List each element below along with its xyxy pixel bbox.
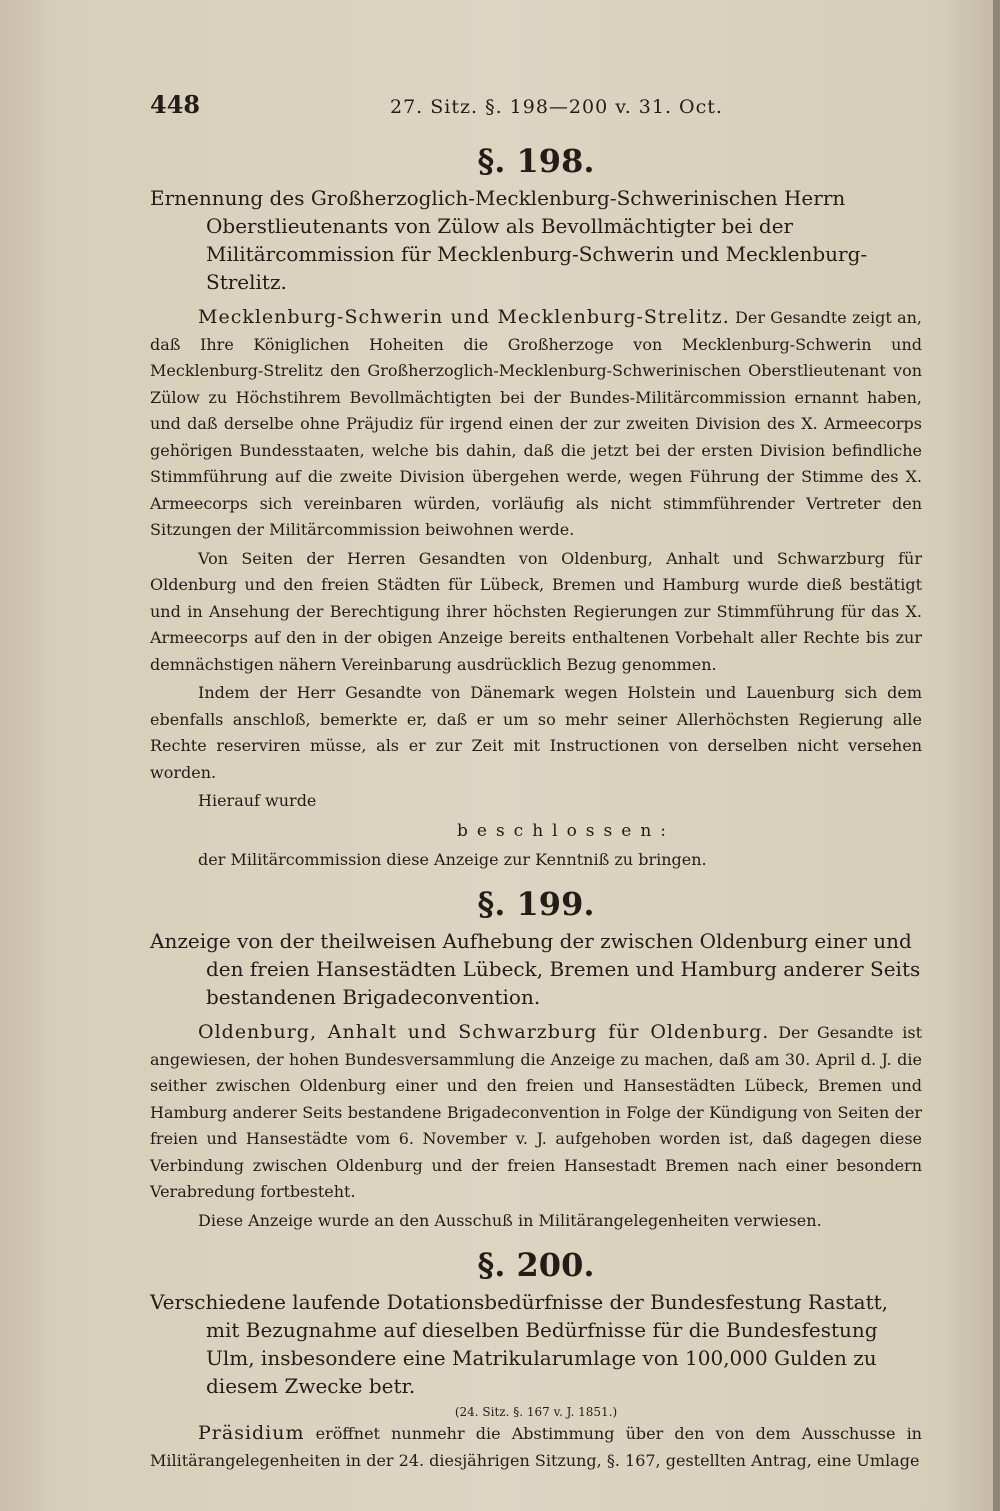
section-198-paragraph-1-text: Der Gesandte zeigt an, daß Ihre Königlichen Hoheiten die Großherzoge von Mecklenburg-Schwerin und Mecklenburg-Strelitz den Großherzoglich-Mecklenburg-Schwerinischen Oberstlieutenant von Zülow zu Höchstihrem Bevollmächtigten bei der Bundes-Militärcommission ernannt haben, und daß derselbe ohne Präjudiz für irgend einen der zur zweiten Division des X. Armeecorps gehörigen Bundesstaaten, welche bis dahin, daß die jetzt bei der ersten Division befindliche Stimmführung auf die zweite Division übergehen werde, wegen Führung der Stimme des X. Armeecorps sich vereinbaren würden, vorläufig als nicht stimmführender Vertreter den Sitzungen der Militärcommission beiwohnen werde. [150,308,922,539]
section-199-paragraph-1-text: Der Gesandte ist angewiesen, der hohen Bundesversammlung die Anzeige zu machen, daß am 30. April d. J. die seither zwischen Oldenburg einer und den freien und Hansestädten Lübeck, Bremen und Hamburg anderer Seits bestandene Brigadeconvention in Folge der Kündigung von Seiten der freien und Hansestädte vom 6. November v. J. aufgehoben worden ist, daß dagegen diese Verbindung zwischen Oldenburg und der freien Hansestadt Bremen nach einer besondern Verabredung fortbesteht. [150,1023,922,1201]
section-198-resolution: beschlossen: [457,820,675,841]
running-title: 27. Sitz. §. 198—200 v. 31. Oct. [390,96,723,118]
page-edge [993,0,1000,1511]
section-198-paragraph-1 [150,304,922,544]
section-198-rubric: Ernennung des Großherzoglich-Mecklenburg-Schwerinischen Herrn Oberstlieutenants von Zülow als Bevollmächtigter bei der Militärcommission für Mecklenburg-Schwerin und Mecklenburg-Strelitz. [150,186,868,294]
section-199-heading: §. 199. [477,885,595,923]
section-198-heading: §. 198. [477,142,595,180]
page-header [150,90,922,130]
section-200-speaker: Präsidium [198,1422,305,1444]
page-number: 448 [150,90,201,119]
section-200-paragraph-1 [150,1420,922,1474]
section-200-rubric: Verschiedene laufende Dotationsbedürfnisse der Bundesfestung Rastatt, mit Bezugnahme auf dieselben Bedürfnisse für die Bundesfestung Ulm, insbesondere eine Matrikularumlage von 100,000 Gulden zu diesem Zwecke betr. [150,1290,889,1398]
section-199-rubric: Anzeige von der theilweisen Aufhebung der zwischen Oldenburg einer und den freien Hansestädten Lübeck, Bremen und Hamburg anderer Seits bestandenen Brigadeconvention. [150,929,921,1009]
section-198-paragraph-4: Hierauf wurde [198,791,317,810]
section-198-paragraph-2: Von Seiten der Herren Gesandten von Oldenburg, Anhalt und Schwarzburg für Oldenburg und den freien Städten für Lübeck, Bremen und Hamburg wurde dieß bestätigt und in Ansehung der Berechtigung ihrer höchsten Regierungen zur Stimmführung für das X. Armeecorps auf den in der obigen Anzeige bereits enthaltenen Vorbehalt aller Rechte bis zur demnächstigen nähern Vereinbarung ausdrücklich Bezug genommen. [150,548,922,674]
section-200-heading: §. 200. [477,1246,595,1284]
section-200-reference-note: (24. Sitz. §. 167 v. J. 1851.) [454,1405,618,1419]
section-199-speaker: Oldenburg, Anhalt und Schwarzburg für Oldenburg. [198,1021,770,1043]
section-198-paragraph-5: der Militärcommission diese Anzeige zur Kenntniß zu bringen. [198,849,707,869]
section-198-paragraph-3: Indem der Herr Gesandte von Dänemark wegen Holstein und Lauenburg sich dem ebenfalls anschloß, bemerkte er, daß er um so mehr seiner Allerhöchsten Regierung alle Rechte reserviren müsse, als er zur Zeit mit Instructionen von derselben nicht versehen worden. [150,683,922,782]
section-199-paragraph-1 [150,1019,922,1206]
section-199-paragraph-2: Diese Anzeige wurde an den Ausschuß in Militärangelegenheiten verwiesen. [198,1210,822,1230]
section-200-paragraph-1-text: eröffnet nunmehr die Abstimmung über den von dem Ausschusse in Militärangelegenheiten in der 24. diesjährigen Sitzung, §. 167, gestellten Antrag, eine Umlage [150,1424,922,1470]
section-198-speaker: Mecklenburg-Schwerin und Mecklenburg-Strelitz. [198,306,730,328]
